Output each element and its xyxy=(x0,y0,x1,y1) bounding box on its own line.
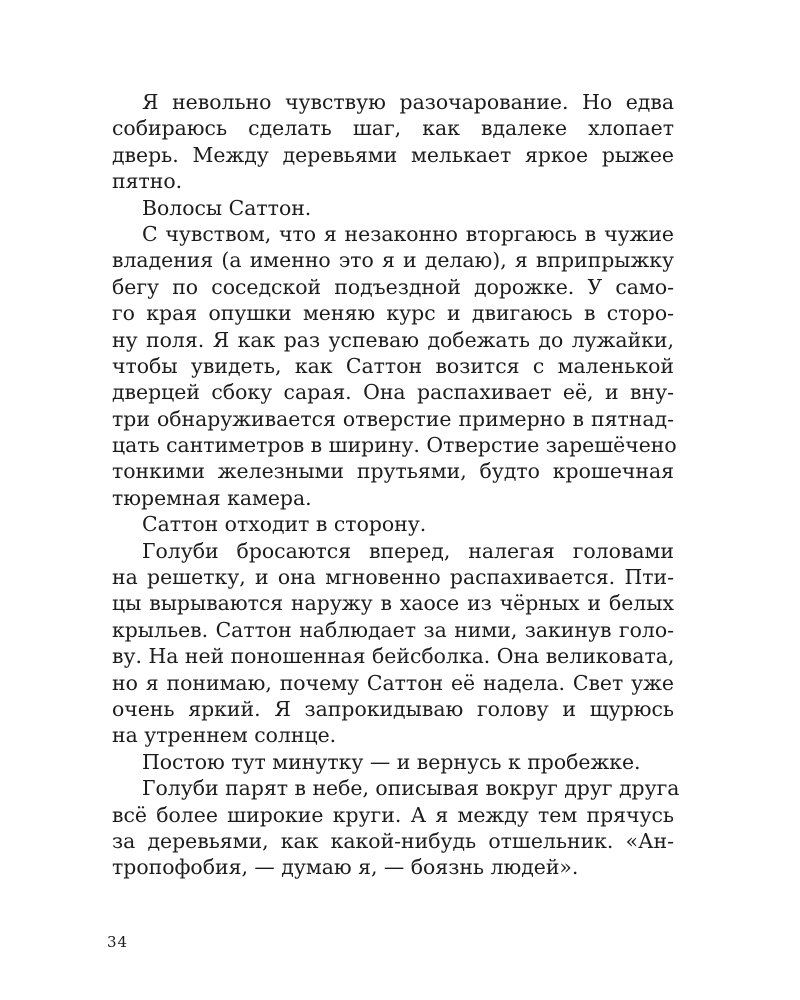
text-line: владения (а именно это я и делаю), я вприпрыжку xyxy=(112,248,674,273)
paragraph xyxy=(112,221,677,511)
text-line: Я невольно чувствую разочарование. Но едва xyxy=(142,90,674,114)
paragraph xyxy=(112,511,674,537)
paragraph xyxy=(112,89,674,195)
text-line: го края опушки меняю курс и двигаюсь в сторо- xyxy=(112,301,674,326)
page-number: 34 xyxy=(107,933,129,951)
paragraph xyxy=(112,749,674,775)
text-line: цы вырываются наружу в хаосе из чёрных и белых xyxy=(112,591,674,616)
text-line: очень яркий. Я запрокидываю голову и щурюсь xyxy=(112,696,674,721)
text-line: на решетку, и она мгновенно распахивается. Пти- xyxy=(112,565,674,590)
text-line: ну поля. Я как раз успеваю добежать до лужайки, xyxy=(112,327,674,352)
text-line: ву. На ней поношенная бейсболка. Она великовата, xyxy=(112,644,675,669)
text-line: тропофобия, — думаю я, — боязнь людей». xyxy=(112,855,579,880)
text-line: Волосы Саттон. xyxy=(142,195,312,220)
text-line: Голуби парят в небе, описывая вокруг друг друга xyxy=(142,776,680,801)
text-line: за деревьями, как какой-нибудь отшельник. «Ан- xyxy=(112,828,674,853)
paragraph xyxy=(112,775,680,881)
text-line: собираюсь сделать шаг, как вдалеке хлопает xyxy=(112,116,674,141)
text-line: С чувством, что я незаконно вторгаюсь в чужие xyxy=(142,221,674,246)
text-line: дверь. Между деревьями мелькает яркое рыжее xyxy=(112,142,674,167)
text-line: цать сантиметров в ширину. Отверстие зарешёчено xyxy=(112,433,677,458)
text-line: Голуби бросаются вперед, налегая головами xyxy=(142,538,674,563)
text-line: но я понимаю, почему Саттон её надела. Свет уже xyxy=(112,670,674,695)
text-line: на утреннем солнце. xyxy=(112,723,337,748)
text-line: тюремная камера. xyxy=(112,485,312,510)
text-line: Постою тут минутку — и вернусь к пробежке. xyxy=(142,749,641,774)
text-line: чтобы увидеть, как Саттон возится с маленькой xyxy=(112,353,674,378)
text-line: три обнаруживается отверстие примерно в пятнад- xyxy=(112,406,674,431)
text-line: дверцей сбоку сарая. Она распахивает её, и вну- xyxy=(112,380,674,405)
paragraph xyxy=(112,538,674,749)
text-line: пятно. xyxy=(112,169,183,194)
text-line: бегу по соседской подъездной дорожке. У само- xyxy=(112,274,674,299)
text-line: всё более широкие круги. А я между тем прячусь xyxy=(112,802,674,827)
text-line: тонкими железными прутьями, будто крошечная xyxy=(112,459,674,484)
text-line: Саттон отходит в сторону. xyxy=(142,512,427,537)
text-line: крыльев. Саттон наблюдает за ними, закинув голо- xyxy=(112,617,674,642)
body-text xyxy=(112,89,680,881)
paragraph xyxy=(112,195,674,221)
